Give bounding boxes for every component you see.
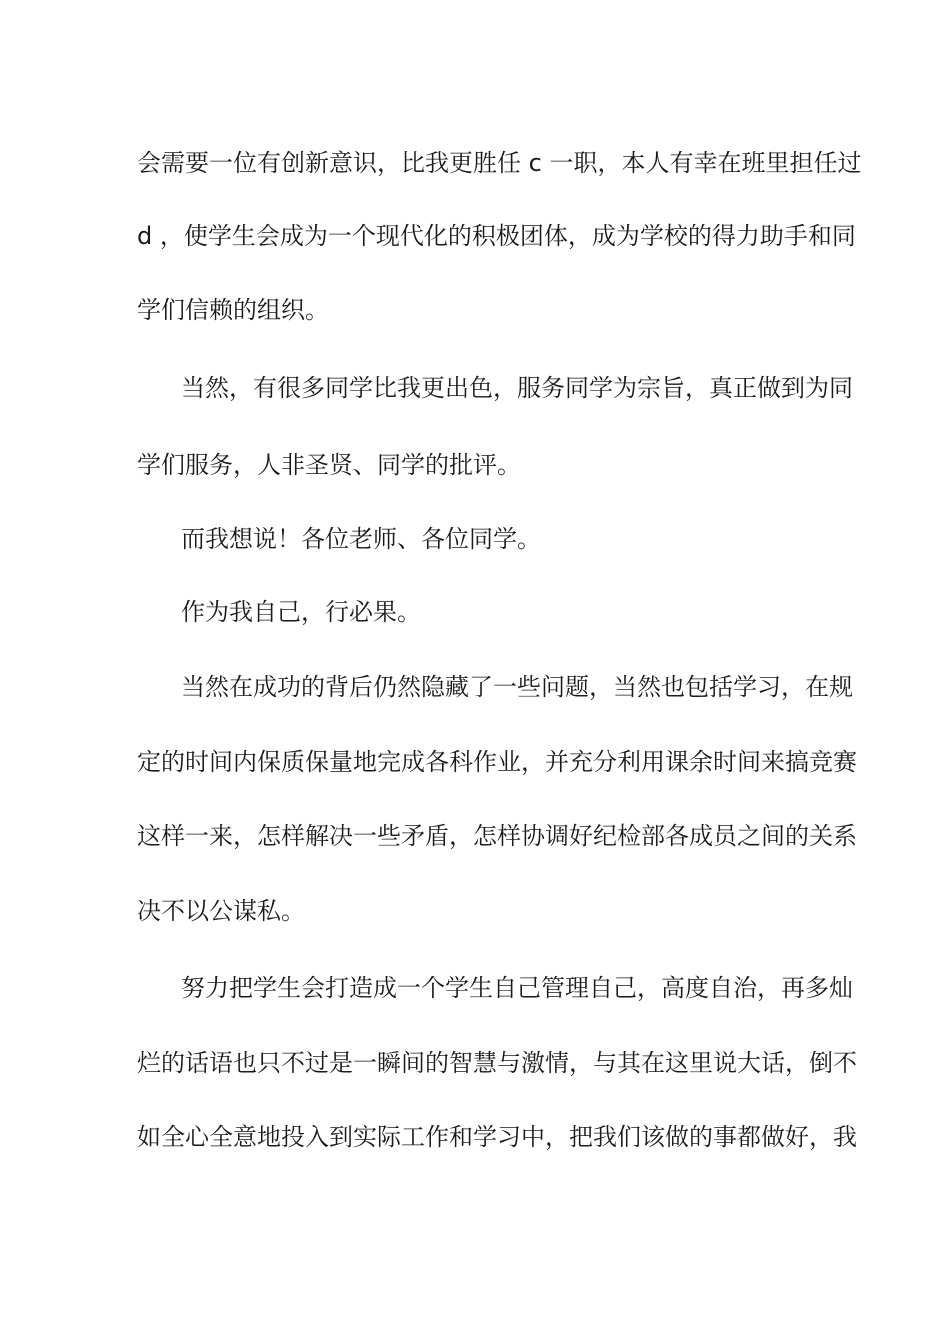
text-line: 努力把学生会打造成一个学生自己管理自己，高度自治，再多灿	[181, 974, 853, 1002]
text-line: 会需要一位有创新意识，比我更胜任 c 一职，本人有幸在班里担任过	[137, 149, 862, 177]
text-line: 如全心全意地投入到实际工作和学习中，把我们该做的事都做好，我	[137, 1123, 857, 1151]
text-line: 学们信赖的组织。	[137, 296, 329, 324]
text-line: 而我想说！各位老师、各位同学。	[181, 525, 541, 553]
text-line: 学们服务，人非圣贤、同学的批评。	[137, 451, 521, 479]
text-line: 烂的话语也只不过是一瞬间的智慧与激情，与其在这里说大话，倒不	[137, 1049, 857, 1077]
text-line: 决不以公谋私。	[137, 897, 305, 925]
text-line: 当然，有很多同学比我更出色，服务同学为宗旨，真正做到为同	[181, 374, 853, 402]
text-line: d ，使学生会成为一个现代化的积极团体，成为学校的得力助手和同	[137, 222, 856, 250]
text-line: 定的时间内保质保量地完成各科作业，并充分利用课余时间来搞竞赛	[137, 748, 857, 776]
text-line: 当然在成功的背后仍然隐藏了一些问题，当然也包括学习，在规	[181, 673, 853, 701]
text-line: 这样一来，怎样解决一些矛盾，怎样协调好纪检部各成员之间的关系	[137, 822, 857, 850]
text-line: 作为我自己，行必果。	[181, 598, 421, 626]
